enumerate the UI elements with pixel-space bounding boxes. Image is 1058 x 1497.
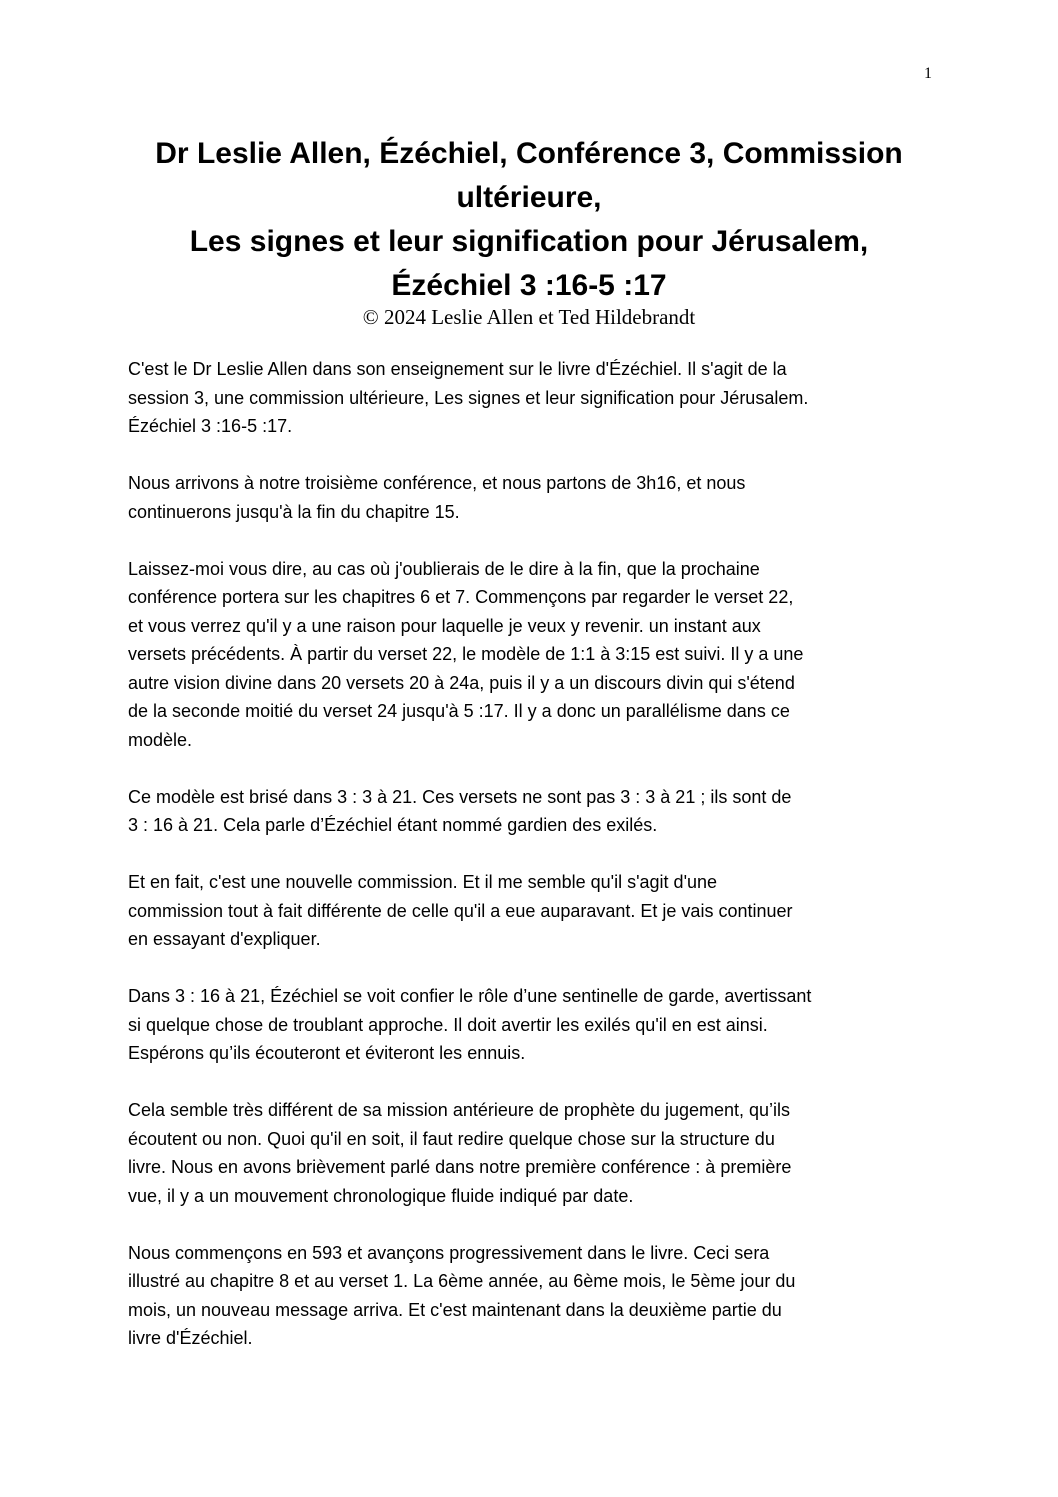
text-line: Ce modèle est brisé dans 3 : 3 à 21. Ces versets ne sont pas 3 : 3 à 21 ; ils sont de: [128, 786, 792, 807]
text-line: et vous verrez qu'il y a une raison pour laquelle je veux y revenir. un instant aux: [128, 615, 761, 636]
paragraph: [128, 982, 928, 1068]
text-line: Ézéchiel 3 :16-5 :17.: [128, 416, 293, 436]
text-line: 3 : 16 à 21. Cela parle d’Ézéchiel étant nommé gardien des exilés.: [128, 815, 658, 835]
title-line: Ézéchiel 3 :16-5 :17: [391, 269, 667, 302]
text-line: de la seconde moitié du verset 24 jusqu'à 5 :17. Il y a donc un parallélisme dans ce: [128, 701, 790, 721]
text-line: Laissez-moi vous dire, au cas où j'oublierais de le dire à la fin, que la prochaine: [128, 558, 760, 579]
text-line: livre d'Ézéchiel.: [128, 1328, 253, 1348]
text-line: Cela semble très différent de sa mission antérieure de prophète du jugement, qu’ils: [128, 1100, 791, 1120]
text-line: Et en fait, c'est une nouvelle commission. Et il me semble qu'il s'agit d'une: [128, 872, 718, 892]
text-line: versets précédents. À partir du verset 22, le modèle de 1:1 à 3:15 est suivi. Il y a une: [128, 644, 804, 664]
text-line: Nous arrivons à notre troisième conférence, et nous partons de 3h16, et nous: [128, 473, 746, 493]
title-line: ultérieure,: [456, 181, 602, 214]
page-number: 1: [924, 65, 932, 82]
text-line: en essayant d'expliquer.: [128, 929, 321, 949]
title-line: Les signes et leur signification pour Jérusalem,: [189, 225, 869, 258]
text-line: session 3, une commission ultérieure, Les signes et leur signification pour Jérusalem.: [128, 387, 809, 408]
text-line: continuerons jusqu'à la fin du chapitre 15.: [128, 501, 460, 522]
paragraph: [128, 555, 928, 755]
paragraph: [128, 469, 928, 526]
text-line: modèle.: [128, 729, 193, 750]
copyright-notice: © 2024 Leslie Allen et Ted Hildebrandt: [362, 305, 696, 329]
paragraph: [128, 868, 928, 954]
document-title: [128, 132, 930, 308]
text-line: Nous commençons en 593 et avançons progressivement dans le livre. Ceci sera: [128, 1242, 770, 1263]
text-line: vue, il y a un mouvement chronologique fluide indiqué par date.: [128, 1185, 634, 1206]
text-line: Dans 3 : 16 à 21, Ézéchiel se voit confier le rôle d’une sentinelle de garde, avertissant: [128, 986, 812, 1006]
title-line: Dr Leslie Allen, Ézéchiel, Conférence 3, Commission: [155, 137, 903, 170]
text-line: commission tout à fait différente de celle qu'il a eue auparavant. Et je vais continuer: [128, 900, 793, 921]
text-line: conférence portera sur les chapitres 6 et 7. Commençons par regarder le verset 22,: [128, 587, 794, 607]
text-line: si quelque chose de troublant approche. Il doit avertir les exilés qu'il en est ainsi.: [128, 1014, 768, 1035]
text-line: écoutent ou non. Quoi qu'il en soit, il faut redire quelque chose sur la structure du: [128, 1128, 775, 1149]
paragraph: [128, 355, 928, 441]
text-line: livre. Nous en avons brièvement parlé dans notre première conférence : à première: [128, 1157, 792, 1177]
paragraph: [128, 783, 928, 840]
paragraph: [128, 1239, 928, 1353]
text-line: mois, un nouveau message arriva. Et c'est maintenant dans la deuxième partie du: [128, 1299, 782, 1320]
text-line: autre vision divine dans 20 versets 20 à 24a, puis il y a un discours divin qui s'étend: [128, 672, 795, 693]
text-line: illustré au chapitre 8 et au verset 1. La 6ème année, au 6ème mois, le 5ème jour du: [128, 1271, 796, 1291]
text-line: C'est le Dr Leslie Allen dans son enseignement sur le livre d'Ézéchiel. Il s'agit de la: [128, 359, 787, 379]
paragraph: [128, 1096, 928, 1210]
transcript-body: [128, 355, 928, 1381]
text-line: Espérons qu’ils écouteront et éviteront les ennuis.: [128, 1043, 526, 1063]
